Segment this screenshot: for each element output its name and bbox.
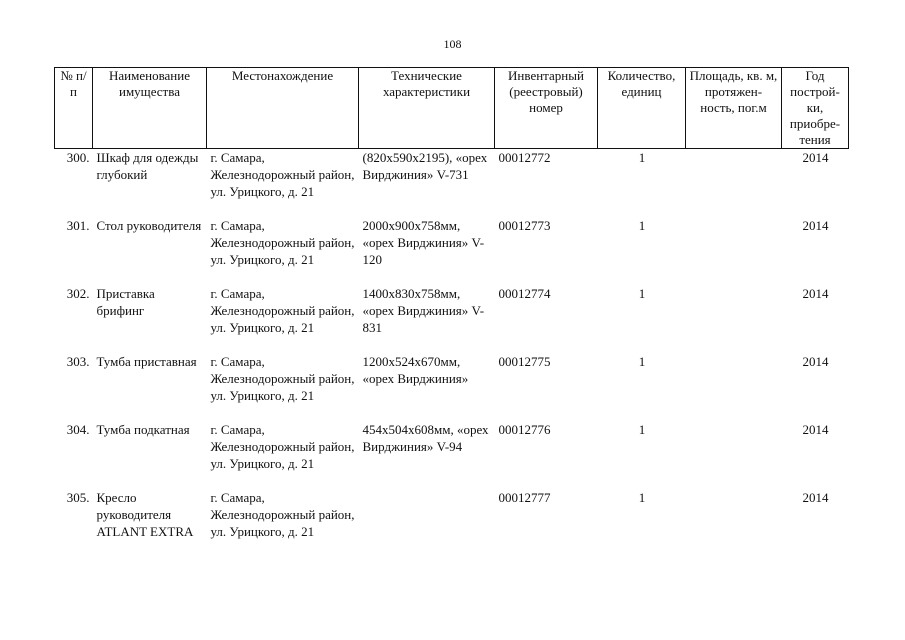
row-quantity: 1 — [638, 150, 646, 165]
row-location: г. Самара, Железнодорожный район, ул. Урицкого, д. 21 — [210, 150, 355, 199]
table-row — [55, 489, 849, 557]
row-area — [686, 489, 782, 557]
header-area: Площадь, кв. м, протяжен-ность, пог.м — [686, 68, 782, 149]
table-row — [55, 149, 849, 218]
header-quantity: Количество, единиц — [598, 68, 686, 149]
row-specs: 2000х900х758мм, «орех Вирджиния» V-120 — [362, 218, 485, 267]
row-number: 300. — [66, 150, 90, 165]
row-year: 2014 — [802, 150, 829, 165]
header-inventory: Инвентарный (реестровый) номер — [495, 68, 598, 149]
row-name: Шкаф для одежды глубокий — [96, 150, 199, 182]
row-inventory: 00012775 — [498, 354, 551, 369]
row-location: г. Самара, Железнодорожный район, ул. Урицкого, д. 21 — [210, 490, 355, 539]
row-specs — [359, 489, 495, 557]
table-row — [55, 217, 849, 285]
row-area — [686, 149, 782, 218]
property-registry-table — [54, 67, 849, 557]
row-area — [686, 285, 782, 353]
row-inventory: 00012773 — [498, 218, 551, 233]
row-area — [686, 353, 782, 421]
row-number: 303. — [66, 354, 90, 369]
header-location: Местонахождение — [207, 68, 359, 149]
row-specs: 1400х830х758мм, «орех Вирджиния» V-831 — [362, 286, 485, 335]
row-number: 302. — [66, 286, 90, 301]
row-quantity: 1 — [638, 490, 646, 505]
row-name: Тумба подкатная — [96, 422, 190, 437]
row-area — [686, 421, 782, 489]
row-location: г. Самара, Железнодорожный район, ул. Урицкого, д. 21 — [210, 218, 355, 267]
row-quantity: 1 — [638, 354, 646, 369]
row-inventory: 00012777 — [498, 490, 551, 505]
row-year: 2014 — [802, 354, 829, 369]
header-specs: Технические характеристики — [359, 68, 495, 149]
row-specs: (820х590х2195), «орех Вирджиния» V-731 — [362, 150, 488, 182]
row-number: 301. — [66, 218, 90, 233]
row-year: 2014 — [802, 218, 829, 233]
row-number: 305. — [66, 490, 90, 505]
row-quantity: 1 — [638, 422, 646, 437]
header-year: Год построй-ки, приобре-тения — [782, 68, 849, 149]
row-year: 2014 — [802, 490, 829, 505]
row-year: 2014 — [802, 422, 829, 437]
table-row — [55, 285, 849, 353]
header-number: № п/п — [55, 68, 93, 149]
row-specs: 454х504х608мм, «орех Вирджиния» V-94 — [362, 422, 489, 454]
row-location: г. Самара, Железнодорожный район, ул. Урицкого, д. 21 — [210, 422, 355, 471]
row-name: Тумба приставная — [96, 354, 197, 369]
table-row — [55, 421, 849, 489]
row-area — [686, 217, 782, 285]
row-inventory: 00012774 — [498, 286, 551, 301]
row-specs: 1200х524х670мм, «орех Вирджиния» — [362, 354, 469, 386]
table-header-row — [55, 68, 849, 149]
row-location: г. Самара, Железнодорожный район, ул. Урицкого, д. 21 — [210, 354, 355, 403]
row-location: г. Самара, Железнодорожный район, ул. Урицкого, д. 21 — [210, 286, 355, 335]
row-name: Кресло руководителя ATLANT EXTRA — [96, 490, 194, 539]
row-quantity: 1 — [638, 218, 646, 233]
row-name: Приставка брифинг — [96, 286, 155, 318]
row-number: 304. — [66, 422, 90, 437]
header-name: Наименование имущества — [93, 68, 207, 149]
page-number: 108 — [443, 37, 462, 51]
row-quantity: 1 — [638, 286, 646, 301]
table-row — [55, 353, 849, 421]
row-year: 2014 — [802, 286, 829, 301]
row-inventory: 00012776 — [498, 422, 551, 437]
row-name: Стол руководителя — [96, 218, 202, 233]
row-inventory: 00012772 — [498, 150, 551, 165]
